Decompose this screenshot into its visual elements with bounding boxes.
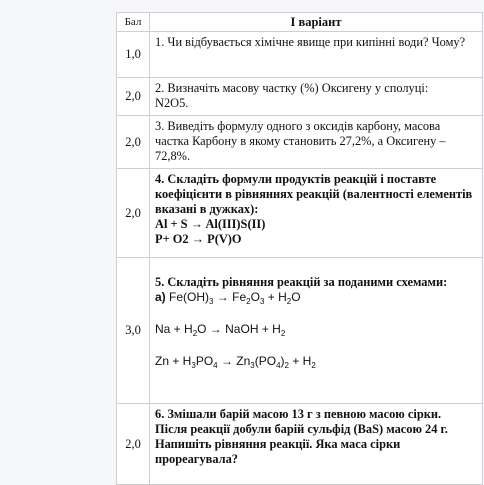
left-margin bbox=[0, 0, 115, 485]
task-5-points: 3,0 bbox=[117, 258, 150, 404]
points-column-header: Бал bbox=[117, 13, 150, 32]
task-5-equation-a-body: $Fe(OH)_3 \to Fe_2O_3 + H_2O$ bbox=[169, 290, 301, 306]
task-2-points: 2,0 bbox=[117, 78, 150, 116]
assignment-table bbox=[116, 12, 483, 485]
task-5-equation-a bbox=[155, 290, 476, 305]
task-4-cell bbox=[150, 169, 483, 258]
task-2-text: 2. Визначіть масову частку (%) Оксигену у сполуці: bbox=[155, 81, 429, 95]
task-row-2 bbox=[117, 78, 483, 116]
task-4-points: 2,0 bbox=[117, 169, 150, 258]
task-4-equation-1: Al + S → Al(III)S(II) bbox=[155, 217, 266, 231]
task-5-cell bbox=[150, 258, 483, 404]
task-3-text: 3. Виведіть формулу одного з оксидів карбону, масова частка Карбону в якому становить 27,2%, а Оксигену – 72,8%. bbox=[150, 116, 483, 169]
task-5-title: 5. Складіть рівняння реакцій за поданими схемами: bbox=[155, 275, 448, 289]
task-4-text: 4. Складіть формули продуктів реакцій і поставте коефіцієнти в рівняннях реакцій (валентності елементів вказані в дужках): bbox=[155, 172, 473, 216]
table-header-row bbox=[117, 13, 483, 32]
task-1-text: 1. Чи відбувається хімічне явище при кипінні води? Чому? bbox=[150, 32, 483, 78]
task-6-points: 2,0 bbox=[117, 404, 150, 485]
task-6-text: 6. Змішали барій масою 13 г з певною масою сірки. Після реакції добули барій сульфід (BaS) масою 24 г. Напишіть рівняння реакції. Яка маса сірки прореагувала? bbox=[150, 404, 483, 485]
variant-column-header: I варіант bbox=[150, 13, 483, 32]
task-row-4 bbox=[117, 169, 483, 258]
task-4-equation-2: P+ O2 → P(V)O bbox=[155, 232, 242, 246]
task-2-cell bbox=[150, 78, 483, 116]
task-row-3 bbox=[117, 116, 483, 169]
task-row-5 bbox=[117, 258, 483, 404]
task-1-points: 1,0 bbox=[117, 32, 150, 78]
task-5-equation-b: $Na + H_2O$ → NaOH + $H_2$ bbox=[155, 322, 286, 338]
task-2-formula: N2O5. bbox=[155, 96, 189, 110]
task-3-points: 2,0 bbox=[117, 116, 150, 169]
assignment-table-container bbox=[116, 12, 482, 485]
task-row-1 bbox=[117, 32, 483, 78]
task-5-equation-a-prefix: а) bbox=[155, 290, 166, 304]
task-row-6 bbox=[117, 404, 483, 485]
task-5-equation-c: $Zn + H_3PO_4 \to Zn_3(PO_4)_2 + H_2$ bbox=[155, 354, 316, 370]
